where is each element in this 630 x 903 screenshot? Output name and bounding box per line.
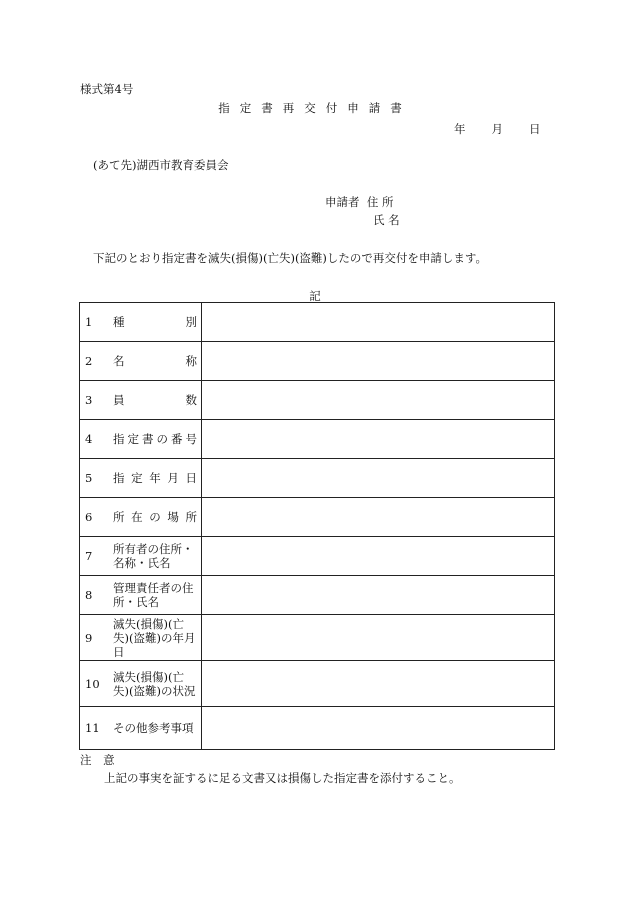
table-row [80,615,555,661]
applicant-label: 申請者 [325,195,360,209]
request-text: 下記のとおり指定書を滅失(損傷)(亡失)(盗難)したので再交付を申請します。 [93,251,487,265]
row-label-cell [80,498,202,537]
table-row [80,381,555,420]
row-value-cell[interactable] [202,661,555,707]
row-value-cell[interactable] [202,707,555,750]
row-label: 所有者の住所・名称・氏名 [113,542,194,570]
row-label-cell [80,661,202,707]
row-number: 6 [85,510,93,524]
row-label: 所在の場所 [113,510,197,524]
table-row [80,576,555,615]
row-number: 1 [85,315,93,329]
row-value-cell[interactable] [202,381,555,420]
table-row [80,459,555,498]
row-value-cell[interactable] [202,420,555,459]
row-label-cell [80,707,202,750]
row-value-cell[interactable] [202,498,555,537]
table-row [80,342,555,381]
row-value-cell[interactable] [202,303,555,342]
row-label: 滅失(損傷)(亡失)(盗難)の年月日 [113,616,196,659]
row-number: 5 [85,471,93,485]
date-day: 日 [529,122,541,136]
document-title: 指定書再交付申請書 [218,101,412,115]
row-value-cell[interactable] [202,576,555,615]
row-number: 7 [85,549,93,563]
applicant-name-line [373,212,400,228]
details-table [79,302,555,750]
row-number: 8 [85,588,93,602]
row-number: 11 [85,721,100,735]
table-row [80,303,555,342]
row-number: 4 [85,432,93,446]
date-line [454,121,541,137]
applicant-address-line [325,194,393,210]
form-number: 様式第4号 [80,82,134,96]
row-label: 管理責任者の住所・氏名 [113,581,194,609]
row-label: 名 称 [113,354,197,368]
name-label: 氏 名 [373,213,400,227]
address-label: 住 所 [366,195,394,209]
row-label-cell [80,459,202,498]
row-value-cell[interactable] [202,537,555,576]
row-label: 指定年月日 [113,471,197,485]
ki-heading: 記 [309,289,321,303]
row-label-cell [80,420,202,459]
row-label: その他参考事項 [113,721,194,735]
date-month: 月 [491,122,503,136]
row-label-cell [80,537,202,576]
note-text: 上記の事実を証するに足る文書又は損傷した指定書を添付すること。 [104,771,461,785]
addressee: (あて先)湖西市教育委員会 [93,158,229,172]
row-label: 員 数 [113,393,197,407]
row-number: 10 [85,676,100,691]
table-row [80,707,555,750]
row-label-cell [80,615,202,661]
table-row [80,661,555,707]
row-value-cell[interactable] [202,615,555,661]
table-row [80,420,555,459]
note-heading: 注 意 [80,753,119,767]
row-number: 2 [85,354,93,368]
row-label: 滅失(損傷)(亡失)(盗難)の状況 [113,669,196,698]
row-number: 9 [85,630,93,645]
row-label-cell [80,576,202,615]
row-label-cell [80,381,202,420]
table-row [80,537,555,576]
row-number: 3 [85,393,93,407]
row-label-cell [80,342,202,381]
row-label: 指定書の番号 [113,432,197,446]
row-label: 種 別 [113,315,197,329]
row-value-cell[interactable] [202,342,555,381]
table-row [80,498,555,537]
row-label-cell [80,303,202,342]
date-year: 年 [454,122,466,136]
row-value-cell[interactable] [202,459,555,498]
